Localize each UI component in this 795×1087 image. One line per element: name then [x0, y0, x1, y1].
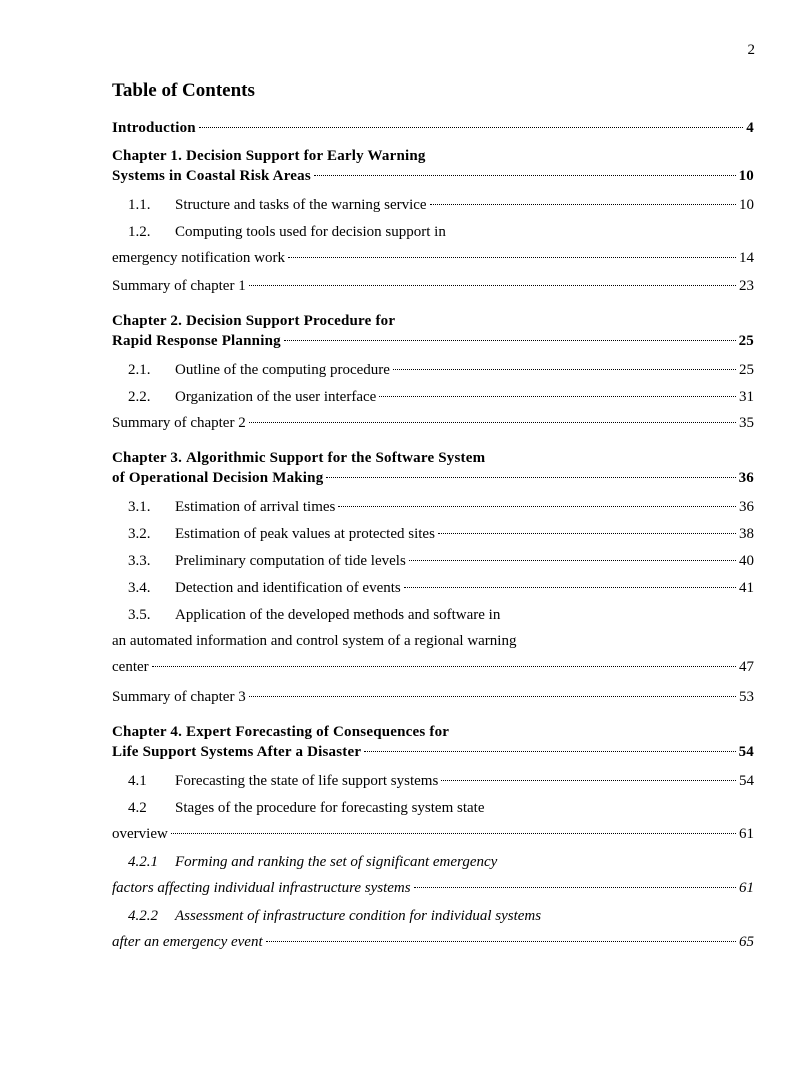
toc-entry-1-1[interactable]	[112, 195, 754, 215]
toc-entry-3-4[interactable]	[112, 578, 754, 598]
entry-text: Structure and tasks of the warning service	[175, 197, 427, 213]
entry-text: Estimation of arrival times	[175, 499, 336, 515]
entry-text-line2: an automated information and control system of a regional warning	[112, 633, 517, 649]
page-ref: 10	[739, 197, 754, 213]
entry-text: Detection and identification of events	[175, 580, 401, 596]
page-ref: 38	[739, 526, 754, 542]
page-ref: 25	[739, 362, 754, 378]
section-number: 4.1	[128, 773, 147, 789]
entry-text-line2: emergency notification work	[112, 250, 285, 266]
section-number: 4.2.1	[128, 854, 158, 870]
dot-leader	[266, 941, 736, 942]
entry-text: Outline of the computing procedure	[175, 362, 390, 378]
toc-entry-4-2[interactable]	[112, 798, 754, 844]
dot-leader	[326, 477, 735, 478]
page-ref: 41	[739, 580, 754, 596]
toc-title: Table of Contents	[112, 80, 255, 101]
section-number: 2.2.	[128, 389, 151, 405]
chapter-title-line2: of Operational Decision Making	[112, 470, 324, 486]
dot-leader	[430, 204, 736, 205]
toc-entry-4-2-2[interactable]	[112, 906, 754, 952]
toc-entry-2-1[interactable]	[112, 360, 754, 380]
entry-text-line1: Computing tools used for decision support in	[175, 224, 446, 240]
section-number: 3.5.	[128, 607, 151, 623]
entry-text-line2: factors affecting individual infrastructure systems	[112, 880, 411, 896]
toc-entry-3-3[interactable]	[112, 551, 754, 571]
entry-text-line2: after an emergency event	[112, 934, 263, 950]
chapter-label: Chapter 1.	[112, 148, 183, 164]
entry-text-line2: overview	[112, 826, 168, 842]
entry-text: Summary of chapter 3	[112, 689, 246, 705]
chapter-title-line2: Systems in Coastal Risk Areas	[112, 168, 311, 184]
entry-text: Forecasting the state of life support systems	[175, 773, 439, 789]
section-number: 4.2.2	[128, 908, 158, 924]
dot-leader	[249, 422, 736, 423]
toc-entry-2-2[interactable]	[112, 387, 754, 407]
chapter-title-line2: Life Support Systems After a Disaster	[112, 744, 362, 760]
toc-entry-chapter-4[interactable]	[112, 722, 754, 762]
entry-text: Preliminary computation of tide levels	[175, 553, 406, 569]
dot-leader	[404, 587, 736, 588]
dot-leader	[249, 285, 736, 286]
entry-text-line1: Forming and ranking the set of significant emergency	[175, 854, 498, 870]
toc-entry-3-5[interactable]	[112, 605, 754, 677]
page-ref: 14	[739, 250, 754, 266]
entry-text-line1: Stages of the procedure for forecasting system state	[175, 800, 485, 816]
chapter-label: Chapter 3.	[112, 450, 183, 466]
section-number: 3.3.	[128, 553, 151, 569]
entry-text: Estimation of peak values at protected sites	[175, 526, 435, 542]
page-ref: 47	[739, 659, 754, 675]
dot-leader	[199, 127, 743, 128]
entry-text: Organization of the user interface	[175, 389, 377, 405]
chapter-title-line1: Decision Support Procedure for	[186, 313, 396, 329]
page-ref: 65	[739, 934, 754, 950]
dot-leader	[338, 506, 736, 507]
section-number: 1.2.	[128, 224, 151, 240]
dot-leader	[364, 751, 735, 752]
page-ref: 53	[739, 689, 754, 705]
page-ref: 25	[738, 333, 754, 349]
section-number: 3.4.	[128, 580, 151, 596]
page-number: 2	[747, 42, 755, 58]
entry-text-line3: center	[112, 659, 149, 675]
toc-entry-intro[interactable]	[112, 118, 754, 138]
page-ref: 36	[739, 499, 754, 515]
chapter-label: Chapter 4.	[112, 724, 183, 740]
page-ref: 61	[739, 880, 754, 896]
dot-leader	[249, 696, 736, 697]
entry-text: Summary of chapter 1	[112, 278, 246, 294]
toc-entry-4-2-1[interactable]	[112, 852, 754, 898]
toc-entry-1-2[interactable]	[112, 222, 754, 268]
chapter-title-line1: Algorithmic Support for the Software System	[186, 450, 486, 466]
entry-text-line1: Assessment of infrastructure condition for individual systems	[175, 908, 542, 924]
page-ref: 61	[739, 826, 754, 842]
page-ref: 31	[739, 389, 754, 405]
page-ref: 40	[739, 553, 754, 569]
dot-leader	[171, 833, 736, 834]
toc-entry-summary-1[interactable]	[112, 276, 754, 296]
toc-entry-3-1[interactable]	[112, 497, 754, 517]
dot-leader	[409, 560, 736, 561]
section-number: 3.1.	[128, 499, 151, 515]
dot-leader	[393, 369, 736, 370]
toc-entry-chapter-2[interactable]	[112, 311, 754, 351]
dot-leader	[441, 780, 736, 781]
page-ref: 54	[739, 773, 754, 789]
entry-text-line1: Application of the developed methods and software in	[175, 607, 501, 623]
page-ref: 54	[738, 744, 754, 760]
toc-entry-3-2[interactable]	[112, 524, 754, 544]
page-ref: 36	[738, 470, 754, 486]
toc-entry-chapter-3[interactable]	[112, 448, 754, 488]
dot-leader	[284, 340, 736, 341]
chapter-title-line2: Rapid Response Planning	[112, 333, 281, 349]
section-number: 3.2.	[128, 526, 151, 542]
dot-leader	[379, 396, 736, 397]
page-ref: 10	[738, 168, 754, 184]
chapter-title-line1: Expert Forecasting of Consequences for	[186, 724, 450, 740]
toc-entry-summary-3[interactable]	[112, 687, 754, 707]
section-number: 1.1.	[128, 197, 151, 213]
section-number: 4.2	[128, 800, 147, 816]
toc-entry-4-1[interactable]	[112, 771, 754, 791]
entry-text: Summary of chapter 2	[112, 415, 246, 431]
toc-entry-summary-2[interactable]	[112, 413, 754, 433]
dot-leader	[438, 533, 736, 534]
dot-leader	[314, 175, 736, 176]
section-number: 2.1.	[128, 362, 151, 378]
dot-leader	[414, 887, 736, 888]
toc-entry-chapter-1[interactable]	[112, 146, 754, 186]
dot-leader	[152, 666, 736, 667]
dot-leader	[288, 257, 736, 258]
entry-text: Introduction	[112, 120, 196, 136]
page-ref: 4	[746, 120, 754, 136]
chapter-label: Chapter 2.	[112, 313, 183, 329]
chapter-title-line1: Decision Support for Early Warning	[186, 148, 426, 164]
page-ref: 23	[739, 278, 754, 294]
page-ref: 35	[739, 415, 754, 431]
